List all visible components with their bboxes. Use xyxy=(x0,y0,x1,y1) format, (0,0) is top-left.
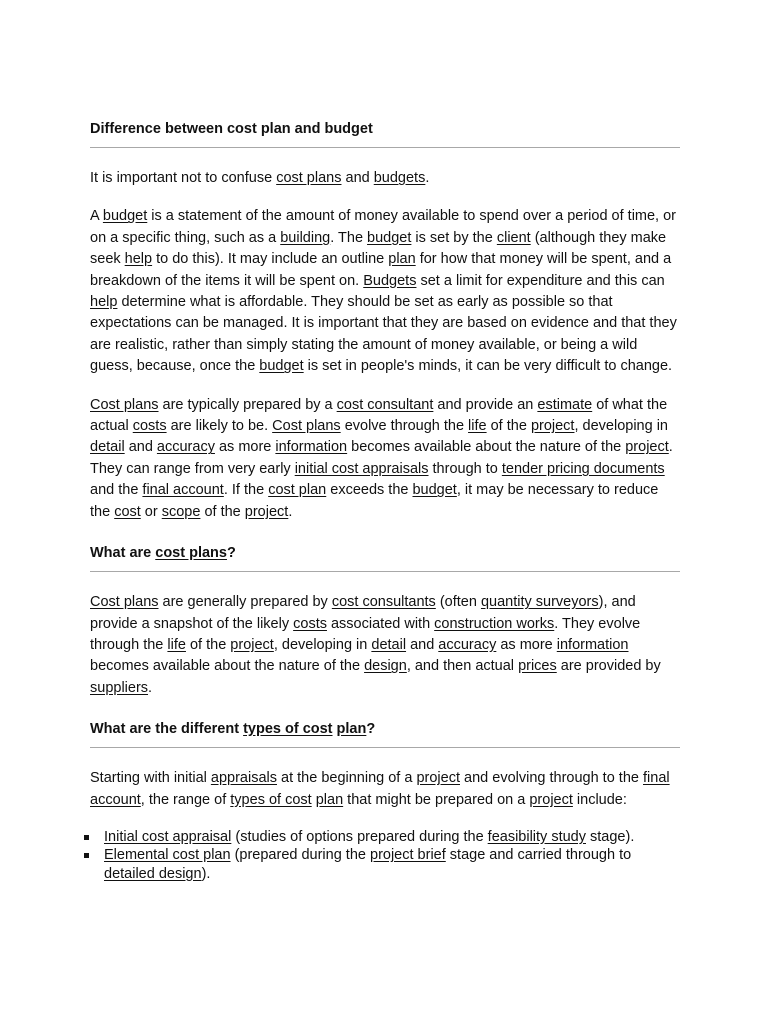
link-client[interactable]: client xyxy=(496,229,531,246)
link-cost-plan[interactable]: cost plan xyxy=(268,482,327,499)
text-run: becomes available about the nature of the xyxy=(347,439,626,456)
text-run: (although they make seek xyxy=(90,229,667,268)
text-run: or xyxy=(140,503,162,520)
text-run: include: xyxy=(572,791,627,808)
paragraph-cost-plans-definition xyxy=(90,592,680,699)
link-cost-plans[interactable]: Cost plans xyxy=(90,594,159,611)
link-help[interactable]: help xyxy=(90,294,118,311)
text-run: It is important not to confuse xyxy=(90,170,277,186)
link-accuracy[interactable]: accuracy xyxy=(156,439,215,456)
link-elemental-cost-plan[interactable]: Elemental cost plan xyxy=(104,847,231,864)
link-prices[interactable]: prices xyxy=(518,658,557,675)
list-item xyxy=(90,846,680,883)
bullet-icon xyxy=(84,853,89,858)
text-run: ? xyxy=(226,545,236,562)
text-run: set a limit for expenditure and this can xyxy=(416,272,665,289)
link-types-of-cost[interactable]: types of cost xyxy=(230,791,312,808)
list-item-text xyxy=(104,847,631,882)
link-budgets[interactable]: budgets xyxy=(373,170,426,186)
text-run: , and then actual xyxy=(406,658,519,675)
link-help[interactable]: help xyxy=(124,251,153,268)
link-life[interactable]: life xyxy=(468,418,487,435)
text-run: of the xyxy=(486,418,531,435)
link-cost-consultant[interactable]: cost consultant xyxy=(336,396,434,413)
link-building[interactable]: building xyxy=(280,229,331,246)
text-run: that might be prepared on a xyxy=(343,791,530,808)
text-run: . xyxy=(425,170,430,186)
text-run: . xyxy=(288,503,293,520)
link-budgets[interactable]: Budgets xyxy=(363,272,417,289)
text-run: are typically prepared by a xyxy=(158,396,337,413)
link-detailed-design[interactable]: detailed design xyxy=(104,865,202,882)
text-run: evolve through the xyxy=(340,418,469,435)
paragraph-cost-plans xyxy=(90,395,680,523)
text-run: stage and carried through to xyxy=(445,847,632,864)
text-run: as more xyxy=(214,439,276,456)
link-detail[interactable]: detail xyxy=(371,636,407,653)
text-run: What are the different xyxy=(90,721,244,738)
link-information[interactable]: information xyxy=(275,439,348,456)
text-run: (studies of options prepared during the xyxy=(231,828,488,845)
text-run: as more xyxy=(496,636,557,653)
article xyxy=(90,112,680,883)
text-run: and the xyxy=(90,482,143,499)
link-cost-consultants[interactable]: cost consultants xyxy=(331,594,436,611)
text-run: and xyxy=(406,636,439,653)
text-run: A xyxy=(90,208,103,225)
text-run: for how that money will be spent, and a breakdown of the items it will be spent on. xyxy=(90,251,672,289)
paragraph-budget xyxy=(90,206,680,377)
link-project[interactable]: project xyxy=(625,439,669,456)
text-run: of the xyxy=(185,636,231,653)
link-cost-plans[interactable]: cost plans xyxy=(276,170,342,186)
link-tender-pricing-documents[interactable]: tender pricing documents xyxy=(501,460,665,477)
link-project[interactable]: project xyxy=(530,418,575,435)
link-types-of-cost[interactable]: types of cost xyxy=(243,721,333,738)
text-run: ), and provide a snapshot of the likely xyxy=(90,594,636,632)
text-run: . They evolve through the xyxy=(90,615,641,653)
text-run: , developing in xyxy=(574,418,668,435)
link-estimate[interactable]: estimate xyxy=(537,396,593,413)
link-initial-cost-appraisal[interactable]: Initial cost appraisal xyxy=(104,828,232,845)
paragraph-intro xyxy=(90,168,680,189)
text-run: are provided by xyxy=(556,658,661,675)
text-run: of what the actual xyxy=(90,396,668,435)
link-design[interactable]: design xyxy=(364,658,407,675)
text-run: are generally prepared by xyxy=(158,594,332,611)
heading-difference: Difference between cost plan and budget xyxy=(90,112,680,148)
text-run: . They can range from very early xyxy=(90,439,673,477)
text-run: stage). xyxy=(586,828,635,845)
link-budget[interactable]: budget xyxy=(259,358,304,375)
text-run: exceeds the xyxy=(326,482,413,499)
text-run: and evolving through to the xyxy=(460,770,643,787)
text-run: at the beginning of a xyxy=(276,770,417,787)
text-run: becomes available about the nature of the xyxy=(90,658,365,675)
heading-types-of-cost-plan xyxy=(90,712,680,748)
link-information[interactable]: information xyxy=(556,636,629,653)
text-run: and xyxy=(341,170,374,186)
link-construction-works[interactable]: construction works xyxy=(434,615,555,632)
link-plan[interactable]: plan xyxy=(388,251,416,268)
link-scope[interactable]: scope xyxy=(161,503,201,520)
link-costs[interactable]: costs xyxy=(132,418,167,435)
link-appraisals[interactable]: appraisals xyxy=(210,770,277,787)
text-run: , it may be necessary to reduce the xyxy=(90,482,659,520)
link-final-account[interactable]: final account xyxy=(142,482,224,499)
link-cost-plans[interactable]: Cost plans xyxy=(90,396,159,413)
link-initial-cost-appraisals[interactable]: initial cost appraisals xyxy=(294,460,429,477)
text-run: and xyxy=(124,439,157,456)
text-run: determine what is affordable. They should be set as early as possible so that expectations can be managed. It is important that they are based on evidence and that they are realistic, rather than simply stating the amount of money available, or being a wild guess, because, once the xyxy=(90,294,677,375)
text-run: . If the xyxy=(223,482,269,499)
text-run: of the xyxy=(200,503,245,520)
link-budget[interactable]: budget xyxy=(102,208,148,225)
text-run: to do this). It may include an outline xyxy=(152,251,389,268)
text-run: is a statement of the amount of money available to spend over a period of time, or on a specific thing, such as a xyxy=(90,208,677,246)
list-item xyxy=(90,828,680,847)
text-run: (prepared during the xyxy=(230,847,370,864)
link-cost-plans[interactable]: Cost plans xyxy=(272,418,341,435)
link-project[interactable]: project xyxy=(416,770,460,787)
link-budget[interactable]: budget xyxy=(412,482,457,499)
link-detail[interactable]: detail xyxy=(90,439,125,456)
link-cost[interactable]: cost xyxy=(114,503,141,520)
link-plan[interactable]: plan xyxy=(315,791,344,808)
link-cost-plans[interactable]: cost plans xyxy=(155,545,227,562)
link-accuracy[interactable]: accuracy xyxy=(438,636,497,653)
heading-what-are-cost-plans xyxy=(90,536,680,572)
text-run: through to xyxy=(428,460,502,477)
link-quantity-surveyors[interactable]: quantity surveyors xyxy=(480,594,599,611)
paragraph-types-intro xyxy=(90,768,680,811)
link-suppliers[interactable]: suppliers xyxy=(90,679,149,696)
link-life[interactable]: life xyxy=(167,636,186,653)
link-budget[interactable]: budget xyxy=(367,229,412,246)
text-run: , the range of xyxy=(140,791,231,808)
text-run: is set in people's minds, it can be very difficult to change. xyxy=(303,358,673,375)
link-project[interactable]: project xyxy=(529,791,573,808)
text-run: ). xyxy=(201,865,211,882)
text-run: associated with xyxy=(326,615,435,632)
text-run: ? xyxy=(366,721,376,738)
link-project[interactable]: project xyxy=(244,503,289,520)
text-run: is set by the xyxy=(411,229,497,246)
link-feasibility-study[interactable]: feasibility study xyxy=(487,828,586,845)
link-project-brief[interactable]: project brief xyxy=(370,847,446,864)
text-run: Starting with initial xyxy=(90,770,211,787)
link-plan[interactable]: plan xyxy=(336,721,367,738)
text-run: , developing in xyxy=(273,636,372,653)
bullet-icon xyxy=(84,835,89,840)
text-run: . The xyxy=(330,229,368,246)
cost-plan-types-list xyxy=(90,828,680,884)
list-item-text xyxy=(104,829,634,845)
link-project[interactable]: project xyxy=(230,636,274,653)
text-run: What are xyxy=(90,545,156,562)
text-run: and provide an xyxy=(433,396,538,413)
link-costs[interactable]: costs xyxy=(293,615,327,632)
text-run: (often xyxy=(435,594,481,611)
text-run: are likely to be. xyxy=(166,418,273,435)
text-run: . xyxy=(148,679,153,696)
link-final-account[interactable]: final account xyxy=(90,770,670,808)
